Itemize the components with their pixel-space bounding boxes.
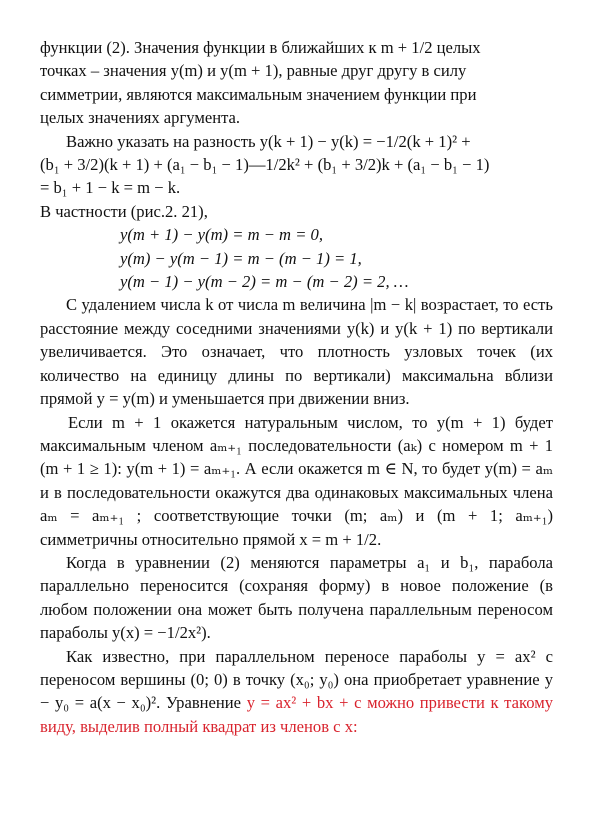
highlighted-text: y = ax² + bx + c можно привести к такому виду, выделив полный квадрат из членов с x: <box>40 693 553 736</box>
line-3: симметрии, являются максимальным значением функции при <box>40 84 477 104</box>
line-2: точках – значения y(m) и y(m + 1), равные друг другу в силу <box>40 61 467 81</box>
equation-1: y(m + 1) − y(m) = m − m = 0, <box>120 225 323 245</box>
line-5: Важно указать на разность y(k + 1) − y(k) = −1/2(k + 1)² + <box>66 131 471 151</box>
line-7: = b₁ + 1 − k = m − k. <box>40 178 181 198</box>
line-1: функции (2). Значения функции в ближайших к m + 1/2 целых <box>40 38 481 57</box>
paragraph-distance: С удалением числа k от числа m величина |m − k| возрастает, то есть расстояние между соседними значениями y(k) и y(k + 1) по вертикали увеличивается. Это означает, что плотность узловых точек (их количество на единицу длины по вертикали) максимальна вблизи прямой y = y(m) и уменьшается при движении вниз. <box>40 295 553 409</box>
paragraph-parameters: Когда в уравнении (2) меняются параметры a₁ и b₁, парабола параллельно переносится (сохраняя форму) в новое положение (в любом положении она может быть получена параллельным переносом параболы y(x) = −1/2x²). <box>40 552 553 643</box>
paragraph-translation <box>40 645 553 739</box>
equation-2: y(m) − y(m − 1) = m − (m − 1) = 1, <box>120 248 362 268</box>
equation-3: y(m − 1) − y(m − 2) = m − (m − 2) = 2, … <box>120 272 409 292</box>
paragraph-translation-text: Как известно, при параллельном переносе параболы y = ax² с переносом вершины (0; 0) в точку (x₀; y₀) она приобретает уравнение y − y₀ = a(x − x₀)². Уравнение <box>40 646 553 713</box>
line-6: (b₁ + 3/2)(k + 1) + (a₁ − b₁ − 1)—1/2k² + (b₁ + 3/2)k + (a₁ − b₁ − 1) <box>40 155 490 175</box>
document-page <box>40 36 553 738</box>
line-8: В частности (рис.2. 21), <box>40 201 208 221</box>
paragraph-natural-number: Если m + 1 окажется натуральным числом, то y(m + 1) будет максимальным членом aₘ₊₁ последовательности (aₖ) с номером m + 1 (m + 1 ≥ 1): y(m + 1) = aₘ₊₁. А если окажется m ∈ N, то будет y(m) = aₘ и в последовательности окажутся два одинаковых максимальных члена aₘ = aₘ₊₁ ; соответствующие точки (m; aₘ) и (m + 1; aₘ₊₁) симметричны относительно прямой x = m + 1/2. <box>40 412 553 549</box>
line-4: целых значениях аргумента. <box>40 108 241 128</box>
